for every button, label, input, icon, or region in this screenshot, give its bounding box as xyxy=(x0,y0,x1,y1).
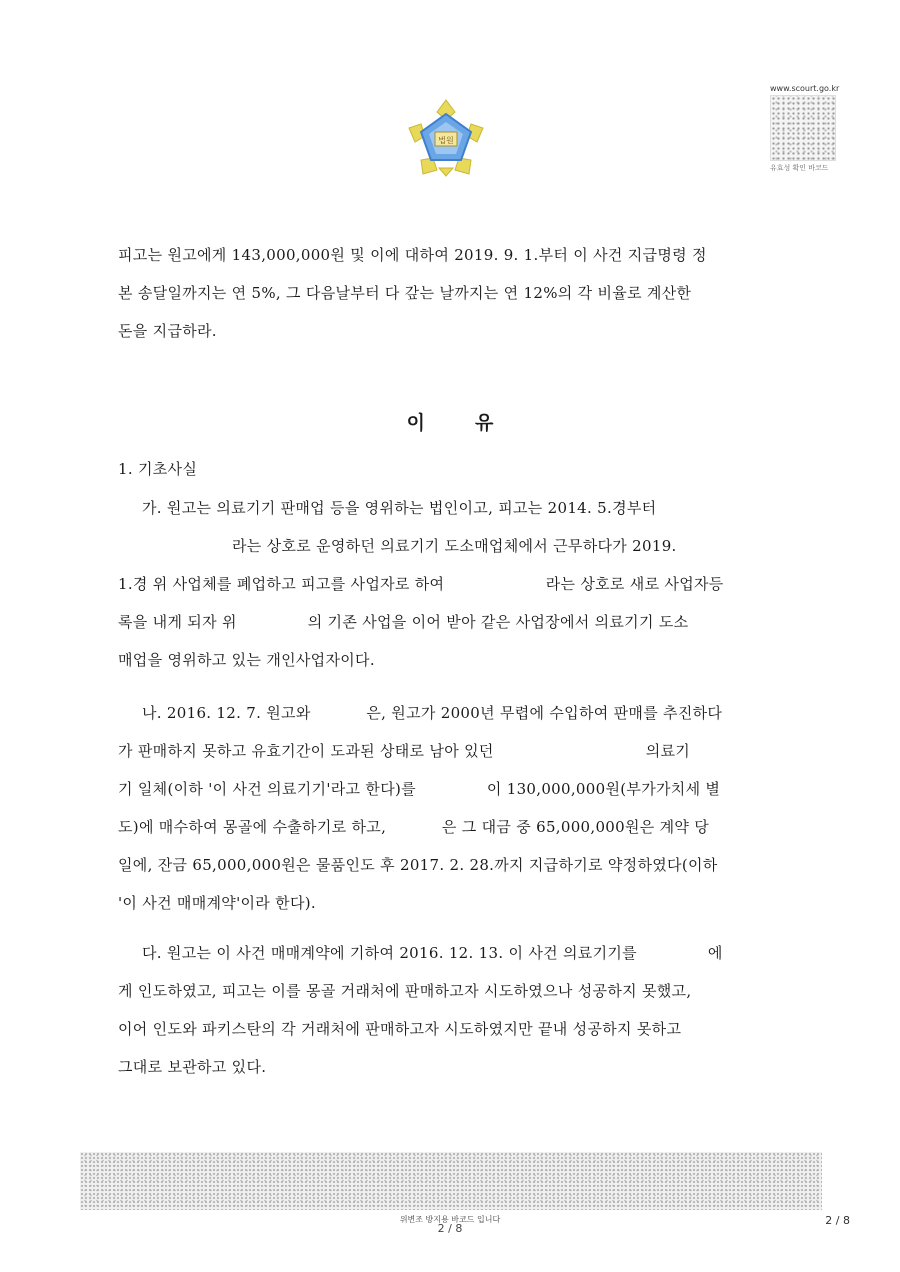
anti-forgery-barcode xyxy=(80,1152,822,1210)
seal-text: 법원 xyxy=(438,136,454,145)
qr-url-text: www.scourt.go.kr xyxy=(770,84,840,93)
footer-note: 위변조 방지용 바코드 입니다 xyxy=(399,1215,501,1224)
para-line: 이어 인도와 파키스탄의 각 거래처에 판매하고자 시도하였지만 끝내 성공하지 못하고 xyxy=(118,1020,682,1038)
section-heading xyxy=(118,450,784,488)
para-line: 그대로 보관하고 있다. xyxy=(118,1058,267,1076)
para-line: 록을 내게 되자 위 의 기존 사업을 이어 받아 같은 사업장에서 의료기기 도소 xyxy=(118,613,689,631)
verification-qr-block xyxy=(770,84,840,173)
para-line: 가. 원고는 의료기기 판매업 등을 영위하는 법인이고, 피고는 2014. 5.경부터 xyxy=(142,499,657,517)
order-line: 본 송달일까지는 연 5%, 그 다음날부터 다 갚는 날까지는 연 12%의 각 비율로 계산한 xyxy=(118,284,692,302)
para-line: 게 인도하였고, 피고는 이를 몽골 거래처에 판매하고자 시도하였으나 성공하지 못했고, xyxy=(118,982,692,1000)
page-number-center: 2 / 8 xyxy=(437,1222,463,1235)
para-line: 도)에 매수하여 몽골에 수출하기로 하고, 은 그 대금 중 65,000,000원은 계약 당 xyxy=(118,818,710,836)
qr-caption: 유효성 확인 바코드 xyxy=(770,164,829,172)
order-line: 돈을 지급하라. xyxy=(118,322,217,340)
reason-title-right: 유 xyxy=(475,412,494,434)
qr-code-icon xyxy=(770,95,836,161)
para-line: 1.경 위 사업체를 폐업하고 피고를 사업자로 하여 라는 상호로 새로 사업자등 xyxy=(118,575,724,593)
reason-title xyxy=(0,408,900,435)
para-line: '이 사건 매매계약'이라 한다). xyxy=(118,894,316,912)
para-line: 가 판매하지 못하고 유효기간이 도과된 상태로 남아 있던 의료기 xyxy=(118,742,691,760)
section-heading-text: 1. 기초사실 xyxy=(118,460,198,478)
para-line: 다. 원고는 이 사건 매매계약에 기하여 2016. 12. 13. 이 사건 의료기기를 에 xyxy=(142,944,723,962)
court-seal-emblem xyxy=(405,98,487,180)
reason-title-left: 이 xyxy=(406,412,425,434)
para-line: 기 일체(이하 '이 사건 의료기기'라고 한다)를 이 130,000,000원(부가가치세 별 xyxy=(118,780,721,798)
paragraph-na xyxy=(118,694,784,922)
paragraph-da xyxy=(118,934,784,1086)
order-line: 피고는 원고에게 143,000,000원 및 이에 대하여 2019. 9. 1.부터 이 사건 지급명령 정 xyxy=(118,246,707,264)
para-line: 일에, 잔금 65,000,000원은 물품인도 후 2017. 2. 28.까지 지급하기로 약정하였다(이하 xyxy=(118,856,718,874)
paragraph-ga xyxy=(118,489,784,679)
para-line: 매업을 영위하고 있는 개인사업자이다. xyxy=(118,651,375,669)
page-number-right: 2 / 8 xyxy=(825,1214,850,1227)
para-line: 나. 2016. 12. 7. 원고와 은, 원고가 2000년 무렵에 수입하여 판매를 추진하다 xyxy=(142,704,723,722)
order-paragraph xyxy=(118,236,784,350)
para-line: 라는 상호로 운영하던 의료기기 도소매업체에서 근무하다가 2019. xyxy=(232,537,677,555)
